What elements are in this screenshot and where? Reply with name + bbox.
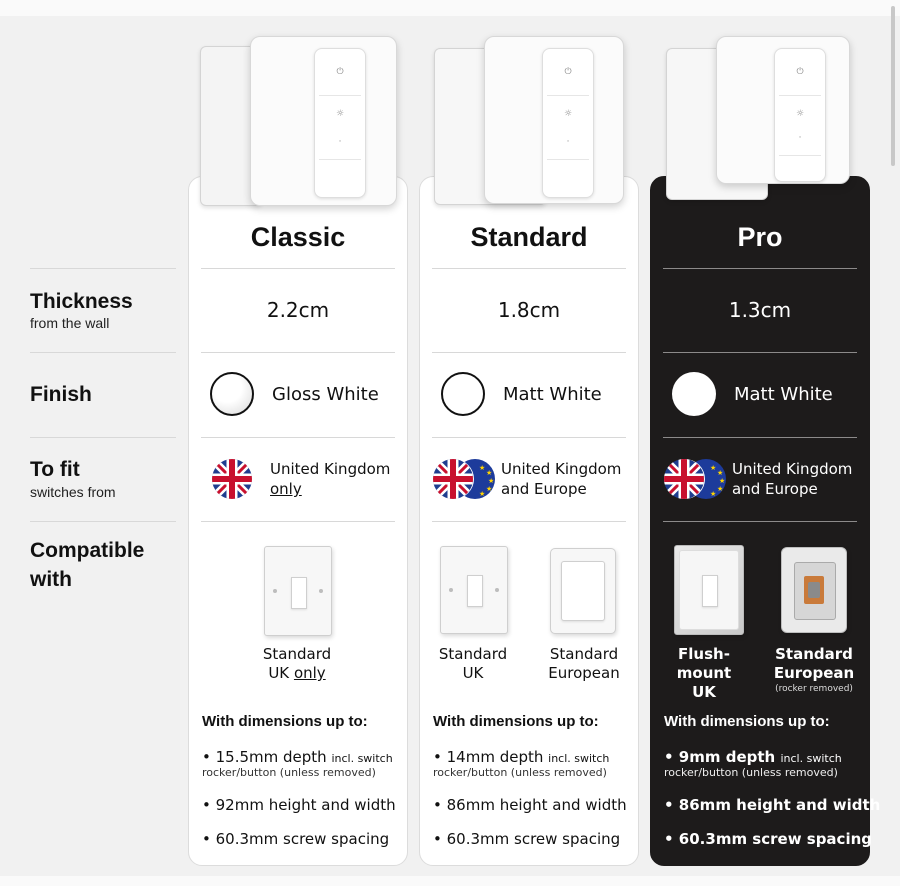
pro-thickness: 1.3cm	[728, 298, 792, 322]
thickness-label: Thickness	[30, 290, 133, 313]
pro-finish: Matt White	[734, 384, 833, 405]
classic-thickness: 2.2cm	[266, 298, 330, 322]
pro-compat-eu-line1: Standard	[775, 645, 853, 663]
classic-finish: Gloss White	[272, 384, 379, 405]
brightness-down-icon: ·	[338, 137, 342, 147]
classic-screw: • 60.3mm screw spacing	[202, 830, 390, 848]
eu-flag-icon: ★ ★ ★ ★ ★	[686, 459, 726, 499]
standard-title: Standard	[470, 222, 588, 252]
to-fit-label: To fit	[30, 458, 80, 481]
classic-fit-line1: United Kingdom	[270, 460, 391, 478]
label-divider-1	[30, 268, 176, 269]
pro-screw: • 60.3mm screw spacing	[664, 830, 873, 848]
bottom-bar	[0, 876, 900, 886]
pro-depth-small: incl. switch	[780, 752, 842, 765]
standard-depth-small: incl. switch	[548, 752, 610, 765]
standard-screw: • 60.3mm screw spacing	[433, 830, 621, 848]
classic-depth-small: incl. switch	[331, 752, 393, 765]
classic-depth-main: • 15.5mm depth	[202, 748, 327, 766]
classic-fit-line2: only	[270, 480, 302, 498]
thickness-sublabel: from the wall	[30, 315, 110, 331]
classic-compat-line1: Standard	[262, 645, 332, 663]
to-fit-sublabel: switches from	[30, 484, 116, 500]
standard-fit-line1: United Kingdom	[501, 460, 622, 478]
pro-compat-uk-line1: Flush-mount	[676, 645, 732, 682]
brightness-down-icon: ·	[566, 137, 570, 147]
pro-depth-main: • 9mm depth	[664, 748, 776, 766]
pro-height: • 86mm height and width	[664, 796, 881, 814]
pro-compat-eu-note: (rocker removed)	[775, 684, 853, 694]
pro-compat-uk-line2: UK	[692, 683, 716, 701]
classic-depth	[202, 748, 393, 766]
brightness-down-icon: ·	[798, 133, 802, 143]
standard-depth-main: • 14mm depth	[433, 748, 544, 766]
classic-compat-uk: UK	[268, 664, 290, 682]
standard-dimensions	[419, 0, 639, 886]
standard-compat-eu-line2: European	[548, 664, 620, 682]
power-icon: ⏻	[796, 67, 804, 77]
pro-dimensions	[650, 0, 881, 886]
pro-fit-line2: and Europe	[732, 480, 818, 498]
standard-dims-heading: With dimensions up to:	[433, 713, 599, 730]
pro-dims-heading: With dimensions up to:	[664, 713, 830, 730]
pro-compat-eu-line2: European	[773, 664, 855, 682]
standard-compat-uk-line2: UK	[462, 664, 484, 682]
standard-finish: Matt White	[503, 384, 602, 405]
classic-dims-heading: With dimensions up to:	[202, 713, 368, 730]
label-divider-2	[30, 352, 176, 353]
standard-thickness: 1.8cm	[497, 298, 561, 322]
pro-depth	[664, 748, 842, 766]
label-divider-3	[30, 437, 176, 438]
compatible-label-1: Compatible	[30, 539, 145, 562]
pro-fit-line1: United Kingdom	[732, 460, 853, 478]
brightness-up-icon: ☼	[335, 109, 345, 119]
scrollbar-thumb[interactable]	[891, 6, 895, 166]
standard-depth-note: rocker/button (unless removed)	[433, 766, 607, 779]
standard-fit-line2: and Europe	[501, 480, 587, 498]
pro-depth-note: rocker/button (unless removed)	[664, 766, 838, 779]
compatible-label-2: with	[30, 568, 72, 591]
classic-title: Classic	[250, 222, 346, 252]
brightness-up-icon: ☼	[563, 109, 573, 119]
eu-flag-icon: ★ ★ ★ ★ ★	[455, 459, 495, 499]
classic-compat-only: only	[293, 664, 326, 682]
power-icon: ⏻	[564, 67, 572, 77]
standard-compat-eu-line1: Standard	[549, 645, 619, 663]
classic-depth-note: rocker/button (unless removed)	[202, 766, 376, 779]
brightness-up-icon: ☼	[795, 109, 805, 119]
finish-label: Finish	[30, 383, 92, 406]
standard-depth	[433, 748, 609, 766]
pro-title: Pro	[737, 222, 783, 252]
standard-height: • 86mm height and width	[433, 796, 627, 814]
classic-height: • 92mm height and width	[202, 796, 396, 814]
classic-dimensions	[188, 0, 408, 886]
power-icon: ⏻	[336, 67, 344, 77]
standard-compat-uk-line1: Standard	[438, 645, 508, 663]
label-divider-4	[30, 521, 176, 522]
